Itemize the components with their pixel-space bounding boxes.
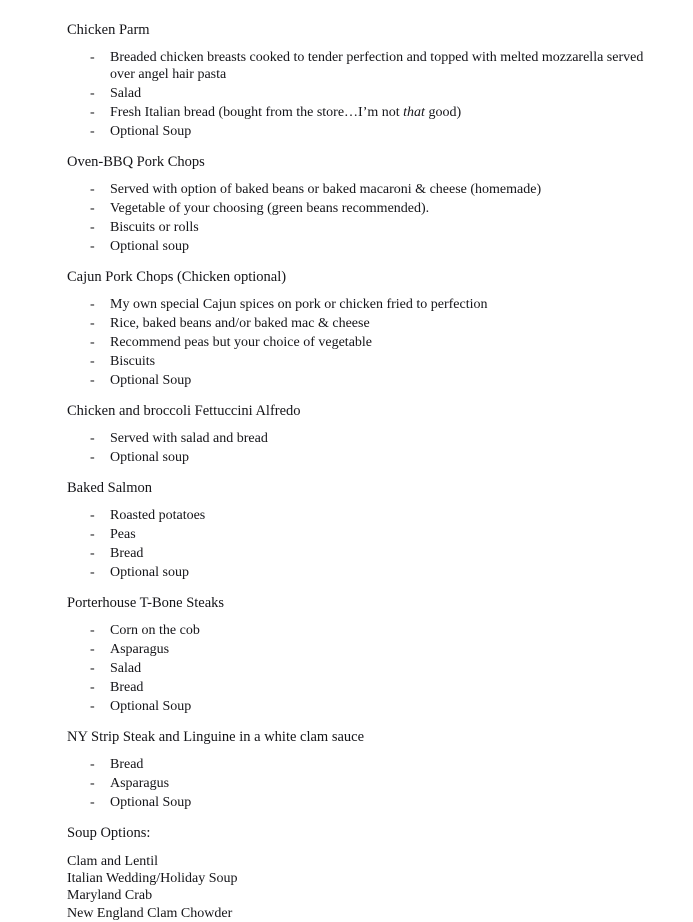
list-item-text-lead: My own special Cajun spices on pork or chicken fried to perfection <box>110 297 488 312</box>
list-item-text <box>110 660 667 677</box>
menu-section <box>67 480 667 581</box>
list-item <box>67 564 667 581</box>
section-heading: Oven-BBQ Pork Chops <box>67 154 205 170</box>
bullet-dash-icon: - <box>90 795 95 810</box>
bullet-dash-icon: - <box>90 182 95 197</box>
bullet-dash-icon: - <box>90 508 95 523</box>
list-item <box>67 353 667 370</box>
bullet-dash-icon: - <box>90 450 95 465</box>
section-item-list <box>67 756 667 811</box>
list-item-text <box>110 449 667 466</box>
bullet-dash-icon: - <box>90 50 95 65</box>
section-item-list <box>67 430 667 466</box>
bullet-dash-icon: - <box>90 239 95 254</box>
bullet-dash-icon: - <box>90 642 95 657</box>
list-item <box>67 49 667 83</box>
bullet-dash-icon: - <box>90 776 95 791</box>
list-item-text-lead: Optional Soup <box>110 124 192 139</box>
list-item-text <box>110 564 667 581</box>
list-item-text <box>110 794 667 811</box>
list-item-text <box>110 698 667 715</box>
list-item <box>67 315 667 332</box>
bullet-dash-icon: - <box>90 105 95 120</box>
list-item-text-lead: Optional soup <box>110 450 189 465</box>
bullet-dash-icon: - <box>90 623 95 638</box>
list-item-text <box>110 238 667 255</box>
list-item-text <box>110 49 667 83</box>
list-item-text-lead: Biscuits or rolls <box>110 220 199 235</box>
bullet-dash-icon: - <box>90 201 95 216</box>
soup-option-item: Maryland Crab <box>67 888 153 904</box>
list-item <box>67 123 667 140</box>
list-item <box>67 238 667 255</box>
list-item-text-lead: Asparagus <box>110 776 170 791</box>
section-heading: Chicken and broccoli Fettuccini Alfredo <box>67 403 301 419</box>
list-item-text <box>110 334 667 351</box>
bullet-dash-icon: - <box>90 316 95 331</box>
list-item-text <box>110 545 667 562</box>
list-item <box>67 679 667 696</box>
soup-option-item: Clam and Lentil <box>67 854 158 869</box>
menu-section <box>67 269 667 389</box>
section-item-list <box>67 622 667 715</box>
list-item <box>67 430 667 447</box>
bullet-dash-icon: - <box>90 699 95 714</box>
menu-section <box>67 595 667 715</box>
menu-section <box>67 729 667 811</box>
list-item-text-lead: Bread <box>110 546 144 561</box>
list-item <box>67 372 667 389</box>
list-item <box>67 526 667 543</box>
list-item-text <box>110 85 667 102</box>
list-item-text <box>110 353 667 370</box>
bullet-dash-icon: - <box>90 527 95 542</box>
bullet-dash-icon: - <box>90 661 95 676</box>
list-item <box>67 449 667 466</box>
soup-options-list <box>67 853 667 922</box>
list-item-text <box>110 430 667 447</box>
section-item-list <box>67 507 667 581</box>
list-item <box>67 641 667 658</box>
list-item-text <box>110 641 667 658</box>
list-item-text-emphasis: that <box>403 105 425 120</box>
list-item-text <box>110 123 667 140</box>
list-item-text-lead: Breaded chicken breasts cooked to tender perfection and topped with melted mozzarella served over angel hair pasta <box>110 50 647 82</box>
list-item-text-lead: Served with salad and bread <box>110 431 268 446</box>
list-item <box>67 85 667 102</box>
list-item-text <box>110 296 667 313</box>
list-item <box>67 775 667 792</box>
list-item-text <box>110 775 667 792</box>
list-item-text-lead: Fresh Italian bread (bought from the store…I’m not <box>110 105 404 120</box>
list-item <box>67 296 667 313</box>
bullet-dash-icon: - <box>90 546 95 561</box>
list-item <box>67 756 667 773</box>
list-item <box>67 334 667 351</box>
list-item-text <box>110 679 667 696</box>
section-item-list <box>67 296 667 389</box>
list-item-text <box>110 622 667 639</box>
section-heading: Baked Salmon <box>67 480 152 496</box>
list-item-text <box>110 200 667 217</box>
list-item-text-lead: Optional soup <box>110 239 189 254</box>
bullet-dash-icon: - <box>90 431 95 446</box>
soup-option-item: New England Clam Chowder <box>67 905 233 921</box>
list-item-text-lead: Salad <box>110 661 142 676</box>
list-item-text <box>110 219 667 236</box>
list-item-text <box>110 756 667 773</box>
bullet-dash-icon: - <box>90 757 95 772</box>
list-item <box>67 104 667 121</box>
list-item-text-lead: Asparagus <box>110 642 170 657</box>
list-item-text <box>110 526 667 543</box>
list-item-text-lead: Optional soup <box>110 565 189 580</box>
bullet-dash-icon: - <box>90 680 95 695</box>
list-item <box>67 200 667 217</box>
list-item-text <box>110 315 667 332</box>
list-item-text-lead: Optional Soup <box>110 795 192 810</box>
list-item-text <box>110 104 667 121</box>
list-item <box>67 545 667 562</box>
bullet-dash-icon: - <box>90 220 95 235</box>
soup-options-heading: Soup Options: <box>67 825 151 841</box>
list-item-text-lead: Served with option of baked beans or baked macaroni & cheese (homemade) <box>110 182 542 197</box>
list-item-text <box>110 181 667 198</box>
list-item <box>67 622 667 639</box>
menu-section <box>67 154 667 255</box>
list-item <box>67 660 667 677</box>
menu-section <box>67 22 667 140</box>
soup-option-item: Italian Wedding/Holiday Soup <box>67 871 238 887</box>
bullet-dash-icon: - <box>90 335 95 350</box>
list-item-text-lead: Optional Soup <box>110 373 192 388</box>
soup-options-section <box>67 825 667 922</box>
bullet-dash-icon: - <box>90 354 95 369</box>
bullet-dash-icon: - <box>90 565 95 580</box>
list-item-text-lead: Biscuits <box>110 354 156 369</box>
list-item-text-lead: Recommend peas but your choice of vegetable <box>110 335 373 350</box>
bullet-dash-icon: - <box>90 297 95 312</box>
section-item-list <box>67 181 667 255</box>
list-item <box>67 219 667 236</box>
section-heading: Porterhouse T-Bone Steaks <box>67 595 225 611</box>
list-item-text-lead: Bread <box>110 680 144 695</box>
document-body <box>67 22 667 922</box>
list-item-text-tail: good) <box>424 105 462 120</box>
list-item <box>67 698 667 715</box>
list-item-text-lead: Bread <box>110 757 144 772</box>
list-item <box>67 507 667 524</box>
list-item-text-lead: Salad <box>110 86 142 101</box>
list-item-text-lead: Optional Soup <box>110 699 192 714</box>
list-item <box>67 794 667 811</box>
menu-sections <box>67 22 667 811</box>
list-item-text <box>110 372 667 389</box>
menu-section <box>67 403 667 466</box>
list-item-text-lead: Vegetable of your choosing (green beans recommended). <box>110 201 430 216</box>
bullet-dash-icon: - <box>90 86 95 101</box>
bullet-dash-icon: - <box>90 373 95 388</box>
list-item-text-lead: Rice, baked beans and/or baked mac & cheese <box>110 316 370 331</box>
section-item-list <box>67 49 667 140</box>
list-item-text-lead: Corn on the cob <box>110 623 200 638</box>
section-heading: NY Strip Steak and Linguine in a white clam sauce <box>67 729 365 745</box>
list-item-text-lead: Roasted potatoes <box>110 508 206 523</box>
list-item <box>67 181 667 198</box>
bullet-dash-icon: - <box>90 124 95 139</box>
section-heading: Chicken Parm <box>67 22 150 38</box>
list-item-text <box>110 507 667 524</box>
section-heading: Cajun Pork Chops (Chicken optional) <box>67 269 287 285</box>
list-item-text-lead: Peas <box>110 527 136 542</box>
